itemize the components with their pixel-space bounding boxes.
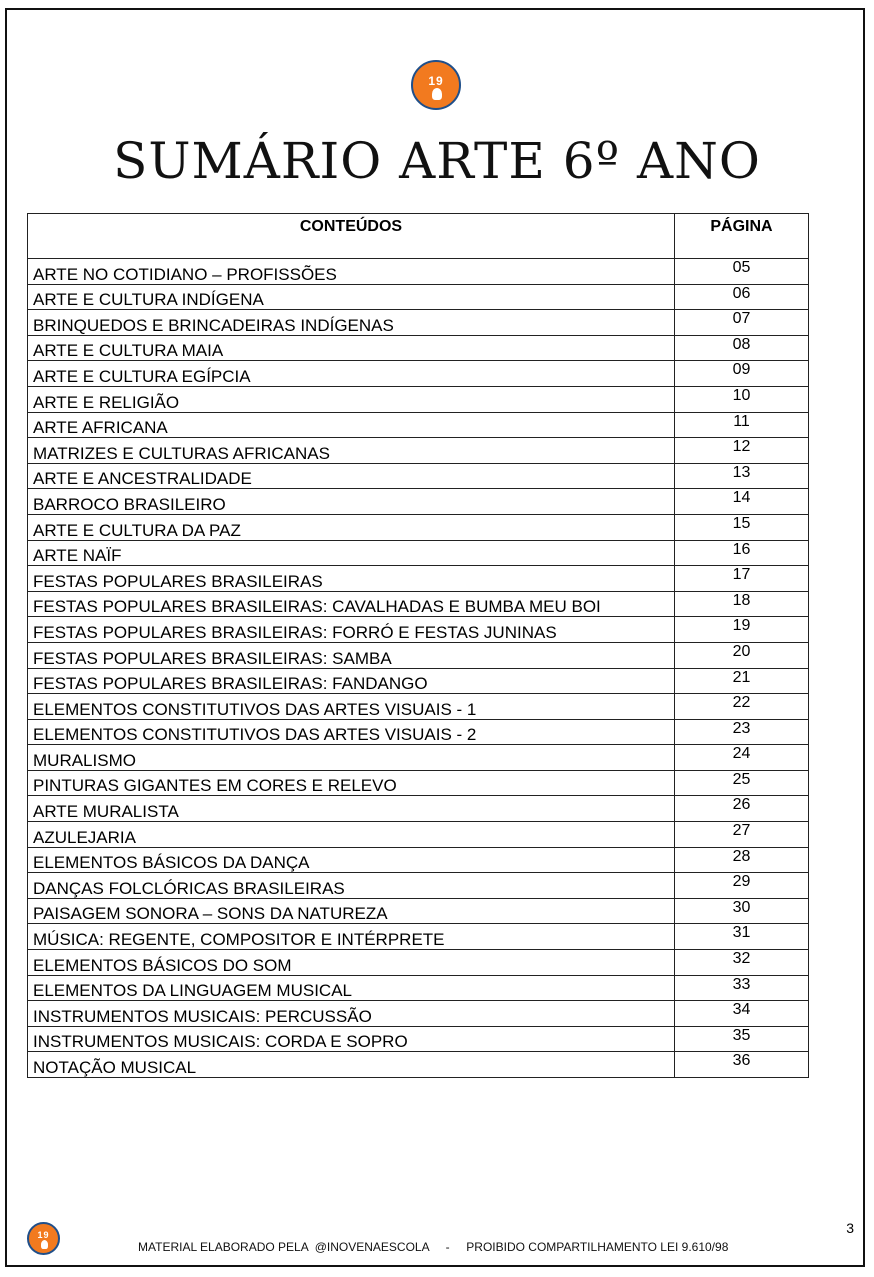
row-page: 32 <box>675 950 809 976</box>
row-page: 05 <box>675 259 809 285</box>
row-page: 33 <box>675 975 809 1001</box>
row-page: 08 <box>675 335 809 361</box>
row-content: MATRIZES E CULTURAS AFRICANAS <box>28 438 675 464</box>
row-content: ARTE MURALISTA <box>28 796 675 822</box>
row-page: 07 <box>675 310 809 336</box>
table-row <box>28 335 809 361</box>
table-row <box>28 1001 809 1027</box>
row-content: MURALISMO <box>28 745 675 771</box>
lightbulb-icon <box>432 88 442 100</box>
table-row <box>28 719 809 745</box>
table-row <box>28 284 809 310</box>
row-content: BRINQUEDOS E BRINCADEIRAS INDÍGENAS <box>28 310 675 336</box>
table-row <box>28 438 809 464</box>
row-content: ARTE AFRICANA <box>28 412 675 438</box>
row-content: ARTE E ANCESTRALIDADE <box>28 463 675 489</box>
table-row <box>28 386 809 412</box>
row-content: PAISAGEM SONORA – SONS DA NATUREZA <box>28 898 675 924</box>
table-row <box>28 924 809 950</box>
row-content: ARTE NAÏF <box>28 540 675 566</box>
row-page: 28 <box>675 847 809 873</box>
row-page: 17 <box>675 566 809 592</box>
row-content: ELEMENTOS DA LINGUAGEM MUSICAL <box>28 975 675 1001</box>
row-content: ELEMENTOS BÁSICOS DO SOM <box>28 950 675 976</box>
row-content: PINTURAS GIGANTES EM CORES E RELEVO <box>28 770 675 796</box>
table-row <box>28 566 809 592</box>
table-row <box>28 540 809 566</box>
table-row <box>28 463 809 489</box>
row-content: NOTAÇÃO MUSICAL <box>28 1052 675 1078</box>
table-row <box>28 591 809 617</box>
table-row <box>28 259 809 285</box>
footer-text: MATERIAL ELABORADO PELA @INOVENAESCOLA - PROIBIDO COMPARTILHAMENTO LEI 9.610/98 <box>138 1240 729 1254</box>
table-row <box>28 796 809 822</box>
row-page: 23 <box>675 719 809 745</box>
row-page: 36 <box>675 1052 809 1078</box>
row-page: 30 <box>675 898 809 924</box>
footer-lightbulb-icon <box>41 1240 48 1249</box>
row-page: 19 <box>675 617 809 643</box>
row-page: 16 <box>675 540 809 566</box>
table-row <box>28 412 809 438</box>
table-row <box>28 642 809 668</box>
row-content: AZULEJARIA <box>28 822 675 848</box>
table-row <box>28 822 809 848</box>
row-page: 26 <box>675 796 809 822</box>
table-body <box>28 259 809 1078</box>
table-row <box>28 1026 809 1052</box>
table-row <box>28 489 809 515</box>
row-content: FESTAS POPULARES BRASILEIRAS <box>28 566 675 592</box>
row-page: 18 <box>675 591 809 617</box>
row-content: FESTAS POPULARES BRASILEIRAS: FANDANGO <box>28 668 675 694</box>
row-content: INSTRUMENTOS MUSICAIS: CORDA E SOPRO <box>28 1026 675 1052</box>
row-content: ARTE E CULTURA INDÍGENA <box>28 284 675 310</box>
row-page: 22 <box>675 694 809 720</box>
row-content: ARTE NO COTIDIANO – PROFISSÕES <box>28 259 675 285</box>
table-row <box>28 873 809 899</box>
row-page: 24 <box>675 745 809 771</box>
row-page: 11 <box>675 412 809 438</box>
row-page: 14 <box>675 489 809 515</box>
row-content: FESTAS POPULARES BRASILEIRAS: CAVALHADAS E BUMBA MEU BOI <box>28 591 675 617</box>
table-row <box>28 898 809 924</box>
table-row <box>28 975 809 1001</box>
row-page: 31 <box>675 924 809 950</box>
table-row <box>28 847 809 873</box>
table-row <box>28 668 809 694</box>
row-page: 29 <box>675 873 809 899</box>
header-contents: CONTEÚDOS <box>28 214 675 259</box>
row-content: ARTE E RELIGIÃO <box>28 386 675 412</box>
table-row <box>28 950 809 976</box>
table-row <box>28 514 809 540</box>
row-content: ARTE E CULTURA DA PAZ <box>28 514 675 540</box>
row-content: INSTRUMENTOS MUSICAIS: PERCUSSÃO <box>28 1001 675 1027</box>
row-content: FESTAS POPULARES BRASILEIRAS: SAMBA <box>28 642 675 668</box>
row-page: 27 <box>675 822 809 848</box>
page-title: SUMÁRIO ARTE 6º ANO <box>113 132 761 190</box>
table-row <box>28 770 809 796</box>
row-page: 35 <box>675 1026 809 1052</box>
row-page: 15 <box>675 514 809 540</box>
page-number: 3 <box>846 1220 854 1236</box>
row-page: 10 <box>675 386 809 412</box>
school-logo <box>411 60 461 110</box>
header-page: PÁGINA <box>675 214 809 259</box>
row-content: ARTE E CULTURA MAIA <box>28 335 675 361</box>
table-row <box>28 1052 809 1078</box>
row-page: 21 <box>675 668 809 694</box>
row-content: ELEMENTOS CONSTITUTIVOS DAS ARTES VISUAIS - 1 <box>28 694 675 720</box>
row-content: BARROCO BRASILEIRO <box>28 489 675 515</box>
footer-logo <box>27 1222 60 1255</box>
footer-logo-number: 19 <box>37 1230 50 1240</box>
row-content: DANÇAS FOLCLÓRICAS BRASILEIRAS <box>28 873 675 899</box>
contents-table <box>27 213 809 1078</box>
row-content: FESTAS POPULARES BRASILEIRAS: FORRÓ E FESTAS JUNINAS <box>28 617 675 643</box>
row-page: 25 <box>675 770 809 796</box>
table-row <box>28 310 809 336</box>
row-content: ELEMENTOS CONSTITUTIVOS DAS ARTES VISUAIS - 2 <box>28 719 675 745</box>
row-content: ELEMENTOS BÁSICOS DA DANÇA <box>28 847 675 873</box>
table-header-row <box>28 214 809 259</box>
table-row <box>28 694 809 720</box>
row-content: ARTE E CULTURA EGÍPCIA <box>28 361 675 387</box>
table-row <box>28 361 809 387</box>
row-page: 34 <box>675 1001 809 1027</box>
row-content: MÚSICA: REGENTE, COMPOSITOR E INTÉRPRETE <box>28 924 675 950</box>
table-row <box>28 617 809 643</box>
table-row <box>28 745 809 771</box>
row-page: 09 <box>675 361 809 387</box>
row-page: 13 <box>675 463 809 489</box>
row-page: 20 <box>675 642 809 668</box>
logo-number: 19 <box>428 74 444 88</box>
row-page: 06 <box>675 284 809 310</box>
row-page: 12 <box>675 438 809 464</box>
